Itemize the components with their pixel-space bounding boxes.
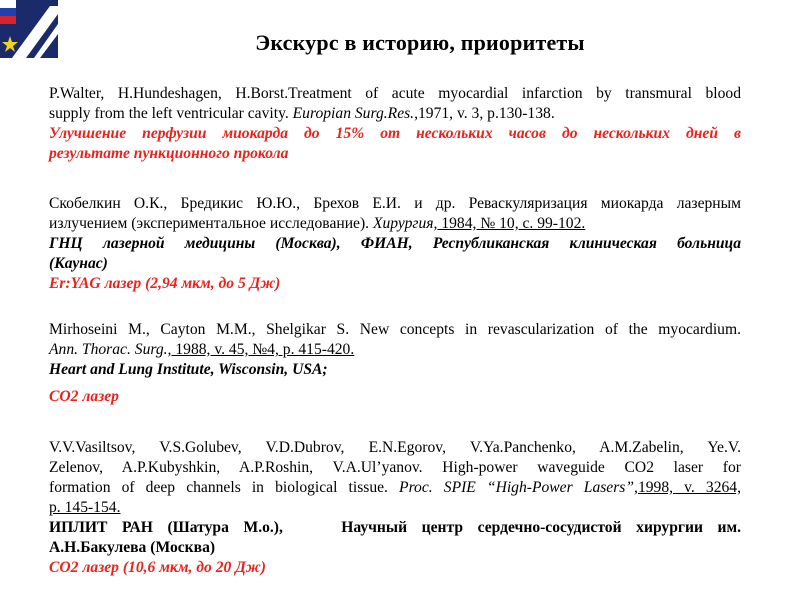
citation-line: [49, 340, 741, 360]
citation-details: 1984, № 10, с. 99-102.: [437, 215, 586, 232]
slide-title: Экскурс в историю, приоритеты: [255, 30, 585, 55]
citation-line: [49, 478, 741, 498]
organization-line: [49, 518, 741, 538]
citation-line: [49, 104, 741, 124]
result-note: результате пункционного прокола: [49, 145, 289, 162]
result-note: Улучшение перфузии миокарда до 15% от нескольких часов до нескольких дней в: [49, 125, 741, 142]
organization-name: ИПЛИТ РАН (Шатура М.о.),: [49, 519, 283, 536]
citation-line: Mirhoseini M., Cayton M.M., Shelgikar S. New concepts in revascularization of the myocardium.: [49, 321, 741, 338]
reference-walter: [49, 84, 741, 164]
journal-name: Proc. SPIE “High-Power Lasers”,: [399, 479, 638, 496]
citation-details: 1998, v. 3264,: [637, 479, 741, 496]
citation-text: излучением (экспериментальное исследование).: [49, 215, 373, 232]
laser-type: Er:YAG лазер (2,94 мкм, до 5 Дж): [49, 275, 281, 292]
journal-name: Europian Surg.Res.,: [292, 105, 418, 122]
citation-line: [49, 498, 741, 518]
citation-details: 1971, v. 3, p.130-138.: [417, 105, 555, 122]
reference-mirhoseini: [49, 320, 741, 407]
journal-name: Хирургия,: [372, 215, 438, 232]
reference-skobelkin: [49, 194, 741, 294]
citation-line: P.Walter, H.Hundeshagen, H.Borst.Treatment of acute myocardial infarction by transmural blood: [49, 85, 741, 102]
reference-vasiltsov: [49, 438, 741, 578]
references-list: [49, 84, 741, 578]
organization-name: Научный центр сердечно-сосудистой хирургии им.: [341, 519, 742, 536]
citation-details: 1988, v. 45, №4, p. 415-420.: [171, 341, 355, 358]
citation-details: p. 145-154.: [49, 499, 121, 516]
citation-text: supply from the left ventricular cavity.: [49, 105, 293, 122]
organization-line: Heart and Lung Institute, Wisconsin, USA;: [49, 361, 328, 378]
organization-line: А.Н.Бакулева (Москва): [49, 539, 216, 556]
citation-text: formation of deep channels in biological tissue.: [49, 479, 400, 496]
citation-line: [49, 214, 741, 234]
laser-type: CO2 лазер (10,6 мкм, до 20 Дж): [49, 559, 266, 576]
citation-line: Zelenov, A.P.Kubyshkin, A.P.Roshin, V.A.Ul’yanov. High-power waveguide CO2 laser for: [49, 459, 741, 476]
laser-type: CO2 лазер: [49, 388, 119, 405]
organization-line: (Каунас): [49, 255, 108, 272]
citation-line: Скобелкин О.К., Бредикис Ю.Ю., Брехов Е.И. и др. Реваскуляризация миокарда лазерным: [49, 195, 741, 212]
citation-line: V.V.Vasiltsov, V.S.Golubev, V.D.Dubrov, E.N.Egorov, V.Ya.Panchenko, A.M.Zabelin, Ye.V.: [49, 439, 741, 456]
organization-line: ГНЦ лазерной медицины (Москва), ФИАН, Республиканская клиническая больница: [49, 235, 741, 252]
journal-name: Ann. Thorac. Surg.,: [49, 341, 172, 358]
